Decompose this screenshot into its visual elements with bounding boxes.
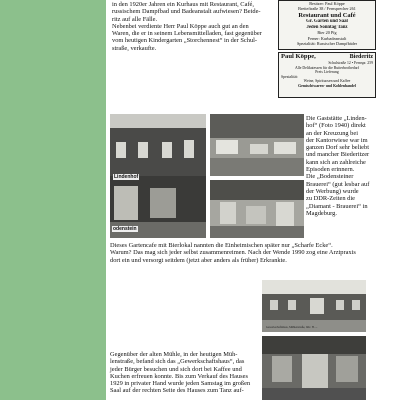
photo-garden-cafe [210,114,304,176]
text-line: und mancher Biederitzer [306,151,370,159]
text-line: Die „Bodensteiner [306,173,354,181]
text-line: Nebenbei verdiente Herr Paul Köppe auch gut an den [112,22,249,30]
ad-title: Restaurant und Café [298,11,356,19]
text-line: in den 1920er Jahren ein Kurhaus mit Restaurant, Café, [112,1,254,8]
text-line: Kuchen erfreuen konnte. Bis zum Verkauf des Hauses [110,372,248,380]
photo-sign-bodenstein: odenstein [113,226,137,232]
muehle-paragraph [110,351,260,395]
ad-shop-name: Paul Köppe, [281,53,316,60]
photo-caption: Gewerkschaftshaus, Mühlenstraße, Inh.: H. ... [266,326,318,329]
text-line: Saal auf der rechten Seite des Hauses zum Tanz auf- [110,387,244,395]
ad-shop-header [279,53,375,61]
text-line: lenstraße, befand sich das „Gewerkschaftshaus“, das [110,358,245,366]
text-line: vom heutigen Kindergarten „Storchennest“ in der Schul- [112,37,258,45]
text-line: Waren, die er in seinem Lebensmittelladen, fast gegenüber [112,30,262,38]
ad-line: Bier 20 Pfg [317,30,337,36]
text-line: Warum? Das mag sich jeder selbst zusammenreimen. Nach der Wende 1990 zog eine Arztpraxis [110,249,356,257]
photo-gewerkschaftshaus-entrance [262,336,366,400]
restaurant-advertisement [278,0,376,50]
text-line: 1929 in privater Hand wurde jeden Samstag im großen [110,380,251,388]
document-page [106,0,400,400]
ad-address: Breiteftraße 38 / Fernsprecher 261 [298,6,356,12]
lindenhof-paragraph [306,115,398,217]
text-line: an der Kreuzung bei [306,129,358,137]
text-line: dort ein und versorgt seitdem (jetzt aber anders als früher) Erkrankte. [110,256,287,264]
ad-line: Alle Delikatessen für die Butterbrotbedarf [294,65,360,70]
text-line: Gegenüber der alten Mühle, in der heutigen Müh- [110,351,238,358]
ad-line: Spezialität: [281,74,299,79]
ad-line: Ferner: Kurbadeanstalt [307,35,347,41]
text-line: Dieses Gartencafe mit Bierlokal nannten die Einheimischen später nur „Scharfe Ecke“. [110,242,333,249]
text-line: kann sich an zahlreiche [306,158,366,166]
ad-line: Spezialität: Russischer Dampfbäder [296,40,357,46]
intro-paragraph [112,1,282,52]
text-line: Die Gaststätte „Linden- [306,115,367,122]
photo-sign-lindenhof: Lindenhof [114,174,139,180]
ad-line: Schulstraße 12 • Fernspr. 259 [328,61,373,65]
text-line: der Werbung) wurde [306,187,359,195]
text-line: Episoden erinnern. [306,166,355,174]
text-line: hof“ (Foto 1940) direkt [306,122,366,130]
left-margin-bar [0,0,106,400]
text-line: straße, verkaufte. [112,44,157,52]
shop-advertisement [278,52,376,98]
ad-line: Jeden Sonntag Tanz [306,24,348,30]
text-line: jeder Bürger besuchen und sich dort bei Kaffee und [110,365,242,373]
text-line: Brauerei“ (gut lesbar auf [306,180,370,188]
text-line: ganzen Dorf sehr beliebt [306,144,369,152]
photo-garden-tables [210,180,304,238]
ad-line: Weine, Spirituosen und Kaffee [303,79,351,84]
text-line: zu DDR-Zeiten die [306,195,355,203]
photo-lindenhof-building [110,114,206,238]
ad-line: Gr. Garten und Saal [306,19,348,25]
ad-line: Preis Lieferung [315,70,339,75]
text-line: ritz auf alle Fälle. [112,15,158,23]
text-line: Magdeburg. [306,209,337,217]
ad-shop-place: Biederitz [349,54,373,60]
garden-cafe-paragraph [110,242,398,264]
ad-owner: Besitzer: Paul Köppe [309,1,345,6]
text-line: russischem Dampfbad und Badeanstalt aufwiesen? Beide- [112,8,261,16]
photo-gewerkschaftshaus [262,280,366,332]
text-line: „Diamant - Brauerei“ in [306,202,368,210]
text-line: der Kantorwiese war im [306,136,368,144]
ad-line: Gemischtwaren- und Kohlenhandel [298,83,356,88]
